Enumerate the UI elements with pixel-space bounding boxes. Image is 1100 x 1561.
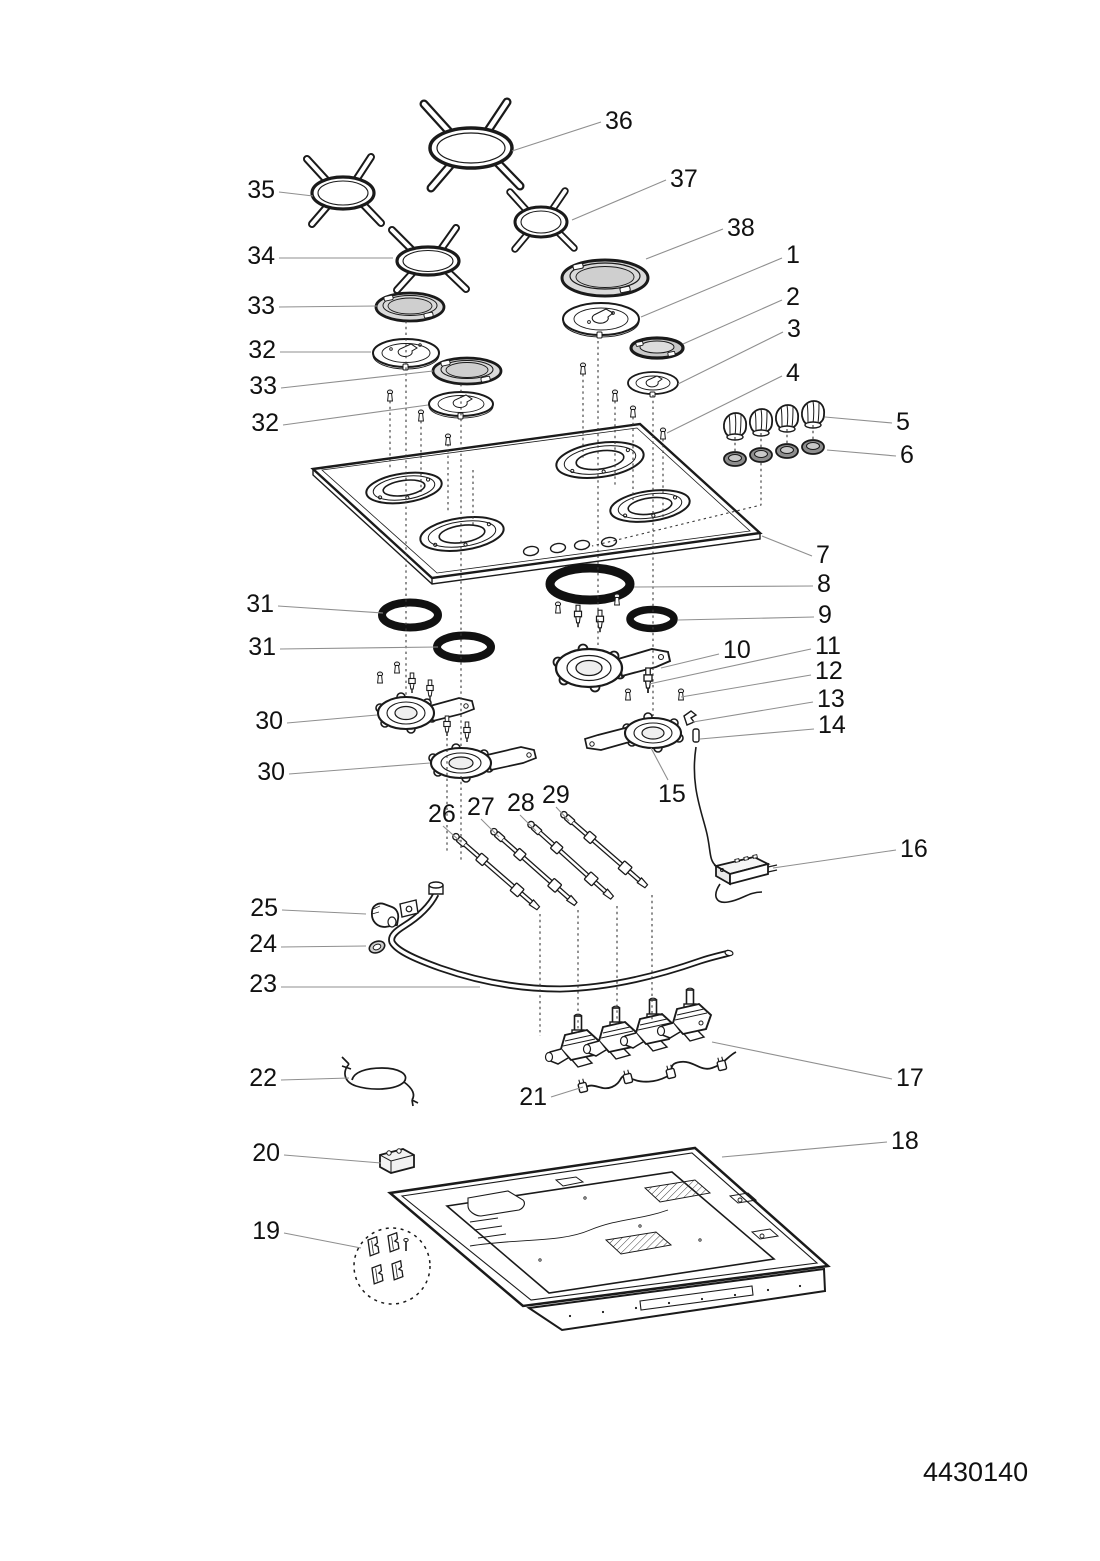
burner-body-30-front <box>429 744 536 782</box>
leader-38-4 <box>646 229 723 259</box>
hob-glass-panel <box>313 424 760 584</box>
callout-10-19: 10 <box>723 636 751 664</box>
callout-37-2: 37 <box>670 165 698 193</box>
callout-12-22: 12 <box>815 657 843 685</box>
callout-4-12: 4 <box>786 359 800 387</box>
burner-cap-38 <box>562 260 648 296</box>
leader-33-5 <box>279 306 377 307</box>
callout-11-21: 11 <box>815 632 841 660</box>
callout-14-24: 14 <box>818 711 846 739</box>
leader-25-33 <box>282 910 366 914</box>
leader-36-0 <box>512 122 601 151</box>
leader-8-16 <box>634 586 813 587</box>
pan-support-35-icon <box>307 157 381 224</box>
callout-31-20: 31 <box>248 633 276 661</box>
flame-spreader-1 <box>563 303 639 338</box>
callout-28-30: 28 <box>507 789 535 817</box>
callout-26-28: 26 <box>428 800 456 828</box>
callout-34-3: 34 <box>247 242 275 270</box>
leader-7-15 <box>762 536 812 556</box>
leader-17-38 <box>712 1042 892 1079</box>
leader-14-24 <box>700 729 814 739</box>
burner-cap-2 <box>631 338 683 358</box>
terminal-block-20 <box>380 1149 414 1173</box>
electrode-wire-14 <box>693 729 716 866</box>
leader-12-22 <box>681 675 811 697</box>
callout-32-11: 32 <box>251 409 279 437</box>
leader-2-8 <box>683 300 782 344</box>
flame-spreader-32-rear <box>373 339 439 370</box>
retaining-clip-13 <box>684 711 696 725</box>
leader-1-6 <box>641 258 782 317</box>
callout-31-18: 31 <box>246 590 274 618</box>
o-ring-31-rear <box>382 603 438 628</box>
inlet-elbow-25 <box>372 903 398 927</box>
leader-24-34 <box>281 946 366 947</box>
thermocouple-27 <box>488 826 579 908</box>
pan-support-36-icon <box>424 102 520 188</box>
burner-cap-33-front <box>433 358 501 384</box>
earth-wire-22 <box>342 1057 418 1106</box>
leader-5-13 <box>825 417 892 423</box>
pan-support-34-icon <box>392 228 466 290</box>
callout-21-37: 21 <box>519 1083 547 1111</box>
leader-19-41 <box>284 1233 361 1248</box>
callout-2-8: 2 <box>786 283 800 311</box>
o-ring-31-front <box>437 636 491 659</box>
manifold-pipe-23 <box>392 882 734 989</box>
callout-33-5: 33 <box>247 292 275 320</box>
ignition-generator-16 <box>716 855 777 903</box>
thermocouple-28 <box>525 819 615 902</box>
sealing-washer-24 <box>368 939 387 955</box>
callout-36-0: 36 <box>605 107 633 135</box>
burner-body-30-rear <box>376 693 474 733</box>
callout-1-6: 1 <box>786 241 800 269</box>
leader-16-32 <box>773 850 896 868</box>
callout-15-27: 15 <box>658 780 686 808</box>
leader-20-40 <box>284 1155 381 1163</box>
leader-22-36 <box>281 1078 349 1080</box>
thermocouple-26 <box>450 831 541 912</box>
leader-35-1 <box>279 192 313 196</box>
leader-31-18 <box>278 606 383 613</box>
callout-30-25: 30 <box>255 707 283 735</box>
leader-21-37 <box>551 1087 583 1097</box>
leader-13-23 <box>693 702 813 722</box>
part-number: 4430140 <box>923 1457 1029 1487</box>
burner-cap-33-rear <box>376 293 444 321</box>
callout-19-41: 19 <box>252 1217 280 1245</box>
callout-30-26: 30 <box>257 758 285 786</box>
fixing-clips-19 <box>354 1228 430 1304</box>
thermocouple-29 <box>558 809 649 890</box>
leader-18-39 <box>722 1142 887 1157</box>
burner-body-15 <box>585 713 683 752</box>
callout-38-4: 38 <box>727 214 755 242</box>
callout-16-32: 16 <box>900 835 928 863</box>
leader-15-27 <box>651 748 668 780</box>
callout-5-13: 5 <box>896 408 910 436</box>
callout-17-38: 17 <box>896 1064 924 1092</box>
callout-24-34: 24 <box>249 930 277 958</box>
leader-33-9 <box>281 371 433 388</box>
pan-support-37-icon <box>510 191 574 249</box>
bottom-pan-18 <box>390 1148 828 1330</box>
leader-6-14 <box>827 450 896 456</box>
callout-7-15: 7 <box>816 541 830 569</box>
callout-22-36: 22 <box>249 1064 277 1092</box>
control-knobs <box>724 401 824 440</box>
callout-27-29: 27 <box>467 793 495 821</box>
artwork <box>307 102 828 1330</box>
flame-spreader-3 <box>628 372 678 397</box>
callout-29-31: 29 <box>542 781 570 809</box>
callout-13-23: 13 <box>817 685 845 713</box>
callout-33-9: 33 <box>249 372 277 400</box>
callout-8-16: 8 <box>817 570 831 598</box>
knob-seals <box>724 440 824 466</box>
callout-20-40: 20 <box>252 1139 280 1167</box>
callout-6-14: 6 <box>900 441 914 469</box>
leader-31-20 <box>280 647 438 649</box>
callout-3-10: 3 <box>787 315 801 343</box>
switch-harness-21 <box>577 1052 736 1093</box>
callout-23-35: 23 <box>249 970 277 998</box>
callout-9-17: 9 <box>818 601 832 629</box>
callout-32-7: 32 <box>248 336 276 364</box>
callout-25-33: 25 <box>250 894 278 922</box>
leader-9-17 <box>678 617 814 620</box>
leader-30-26 <box>289 763 430 774</box>
gas-valves-17 <box>546 988 712 1067</box>
callout-18-39: 18 <box>891 1127 919 1155</box>
callout-35-1: 35 <box>247 176 275 204</box>
leader-27-29 <box>481 819 499 837</box>
leader-37-2 <box>572 180 666 220</box>
o-ring-9 <box>630 610 674 629</box>
leader-30-25 <box>287 715 377 723</box>
